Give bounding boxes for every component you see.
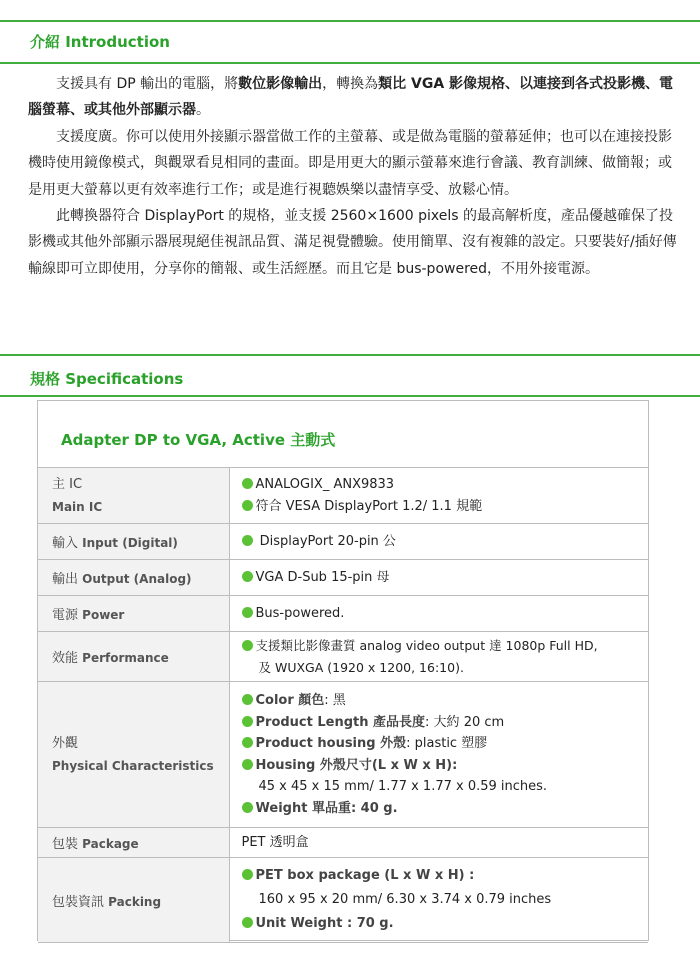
table-row (38, 858, 648, 943)
product-title: Adapter DP to VGA, Active 主動式 (61, 431, 336, 449)
intro-paragraph-3: 此轉換器符合 DisplayPort 的規格，並支援 2560×1600 pixels 的最高解析度，產品優越確保了投影機或其他外部顯示器展現絕佳視訊品質、滿足視覺體驗。使用簡單、沒有複雜的設定。只要裝好/插好傳輸線即可立即使用，分享你的簡報、或生活經歷。而且它是 bus-powered，不用外接電源。 (28, 208, 677, 277)
table-row (38, 524, 648, 560)
label-output: 輸出 Output (Analog) (38, 560, 229, 596)
value-input: DisplayPort 20-pin 公 (229, 524, 648, 560)
label-packing: 包裝資訊 Packing (38, 858, 229, 943)
table-row (38, 596, 648, 632)
intro-paragraph-1: 支援具有 DP 輸出的電腦，將數位影像輸出，轉換為類比 VGA 影像規格、以連接到各式投影機、電腦螢幕、或其他外部顯示器。 (28, 76, 674, 119)
value-package: PET 透明盒 (229, 828, 648, 858)
table-row (38, 560, 648, 596)
bullet-dot-icon (242, 535, 253, 546)
bullet-dot-icon (242, 571, 253, 582)
bullet-dot-icon (242, 500, 253, 511)
label-power: 電源 Power (38, 596, 229, 632)
spec-table (38, 467, 648, 943)
bullet-dot-icon (242, 737, 253, 748)
bullet-dot-icon (242, 869, 253, 880)
bullet-dot-icon (242, 478, 253, 489)
spec-heading: 規格 Specifications (30, 370, 184, 388)
value-power: Bus-powered. (229, 596, 648, 632)
bullet-dot-icon (242, 802, 253, 813)
bullet-dot-icon (242, 640, 253, 651)
intro-body (28, 71, 678, 282)
intro-heading: 介紹 Introduction (30, 33, 170, 51)
table-row (38, 468, 648, 524)
table-row (38, 682, 648, 828)
label-physical: 外觀 Physical Characteristics (38, 682, 229, 828)
bullet-dot-icon (242, 607, 253, 618)
spec-box (37, 400, 649, 941)
bullet-dot-icon (242, 694, 253, 705)
value-output: VGA D-Sub 15-pin 母 (229, 560, 648, 596)
label-main-ic: 主 IC Main IC (38, 468, 229, 524)
label-package: 包裝 Package (38, 828, 229, 858)
bullet-dot-icon (242, 759, 253, 770)
label-performance: 效能 Performance (38, 632, 229, 682)
section-rule-top (0, 20, 700, 22)
value-performance: 支援類比影像畫質 analog video output 達 1080p Full HD, 及 WUXGA (1920 x 1200, 16:10). (229, 632, 648, 682)
value-packing: PET box package (L x W x H) : 160 x 95 x 20 mm/ 6.30 x 3.74 x 0.79 inches Unit Weight : 70 g. (229, 858, 648, 943)
value-physical: Color 顏色: 黑 Product Length 產品長度: 大約 20 cm Product housing 外殼: plastic 塑膠 Housing 外殼尺寸(L x W x H): 45 x 45 x 15 mm/ 1.77 x 1.77 x 0.59 inches. Weight 單品重: 40 g. (229, 682, 648, 828)
bullet-dot-icon (242, 716, 253, 727)
intro-heading-rule (0, 62, 700, 64)
label-input: 輸入 Input (Digital) (38, 524, 229, 560)
spec-rule-top (0, 354, 700, 356)
value-main-ic: ANALOGIX_ ANX9833 符合 VESA DisplayPort 1.2/ 1.1 規範 (229, 468, 648, 524)
table-row (38, 632, 648, 682)
table-row (38, 828, 648, 858)
bullet-dot-icon (242, 917, 253, 928)
intro-paragraph-2: 支援度廣。你可以使用外接顯示器當做工作的主螢幕、或是做為電腦的螢幕延伸；也可以在連接投影機時使用鏡像模式，與觀眾看見相同的畫面。即是用更大的顯示螢幕來進行會議、教育訓練、做簡報；或是用更大螢幕以更有效率進行工作；或是進行視聽娛樂以盡情享受、放鬆心情。 (28, 128, 672, 198)
spec-heading-rule (0, 395, 700, 397)
